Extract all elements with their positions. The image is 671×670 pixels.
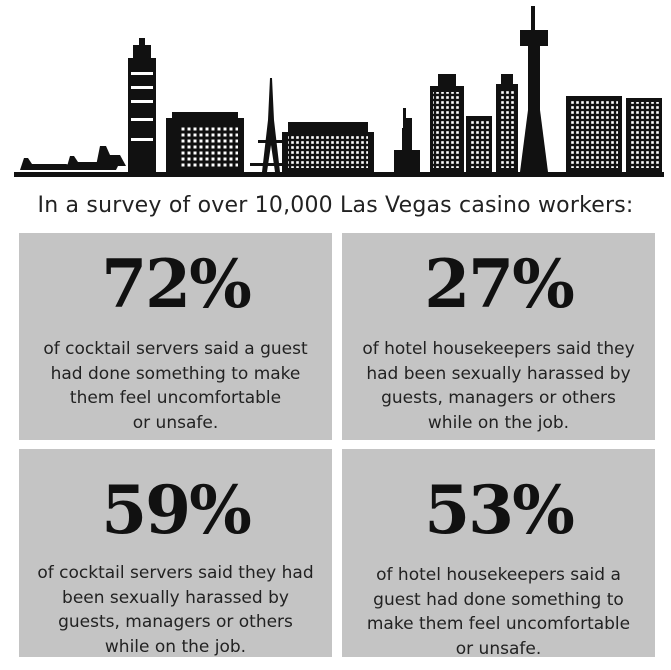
stat-card-housekeepers-uncomfortable [342,449,655,657]
stat-card-cocktail-harassed [19,449,332,657]
stat-description-line: had been sexually harassed by [366,363,631,384]
stat-description-line: guests, managers or others [381,388,616,408]
stat-description-line: while on the job. [104,636,247,657]
stat-description-line: of cocktail servers said a guest [43,339,308,359]
stat-description [19,337,332,435]
stat-description-line: them feel uncomfortable [69,388,282,408]
stat-description [342,337,655,435]
stat-description-line: of cocktail servers said they had [37,563,314,583]
stat-card-cocktail-uncomfortable [19,233,332,440]
stat-description-line: guest had done something to [373,589,624,610]
stat-description-line: had done something to make [50,363,301,384]
stat-percent: 59% [101,471,250,549]
las-vegas-skyline-icon [0,0,671,185]
stat-percent: 27% [424,245,573,323]
stat-percent: 53% [424,471,573,549]
stat-description-line: been sexually harassed by [62,587,289,608]
stat-description-line: or unsafe. [132,412,219,433]
stat-description-line: of hotel housekeepers said a [376,565,621,585]
stat-card-housekeepers-harassed [342,233,655,440]
stat-description [19,561,332,659]
stat-description [342,563,655,661]
stat-description-line: guests, managers or others [58,612,293,632]
stat-description-line: of hotel housekeepers said they [362,339,635,359]
stat-description-line: while on the job. [427,412,570,433]
stat-description-line: make them feel uncomfortable [366,614,631,634]
stat-description-line: or unsafe. [455,638,542,659]
survey-headline: In a survey of over 10,000 Las Vegas casino workers: [37,193,634,218]
stat-percent: 72% [101,245,250,323]
